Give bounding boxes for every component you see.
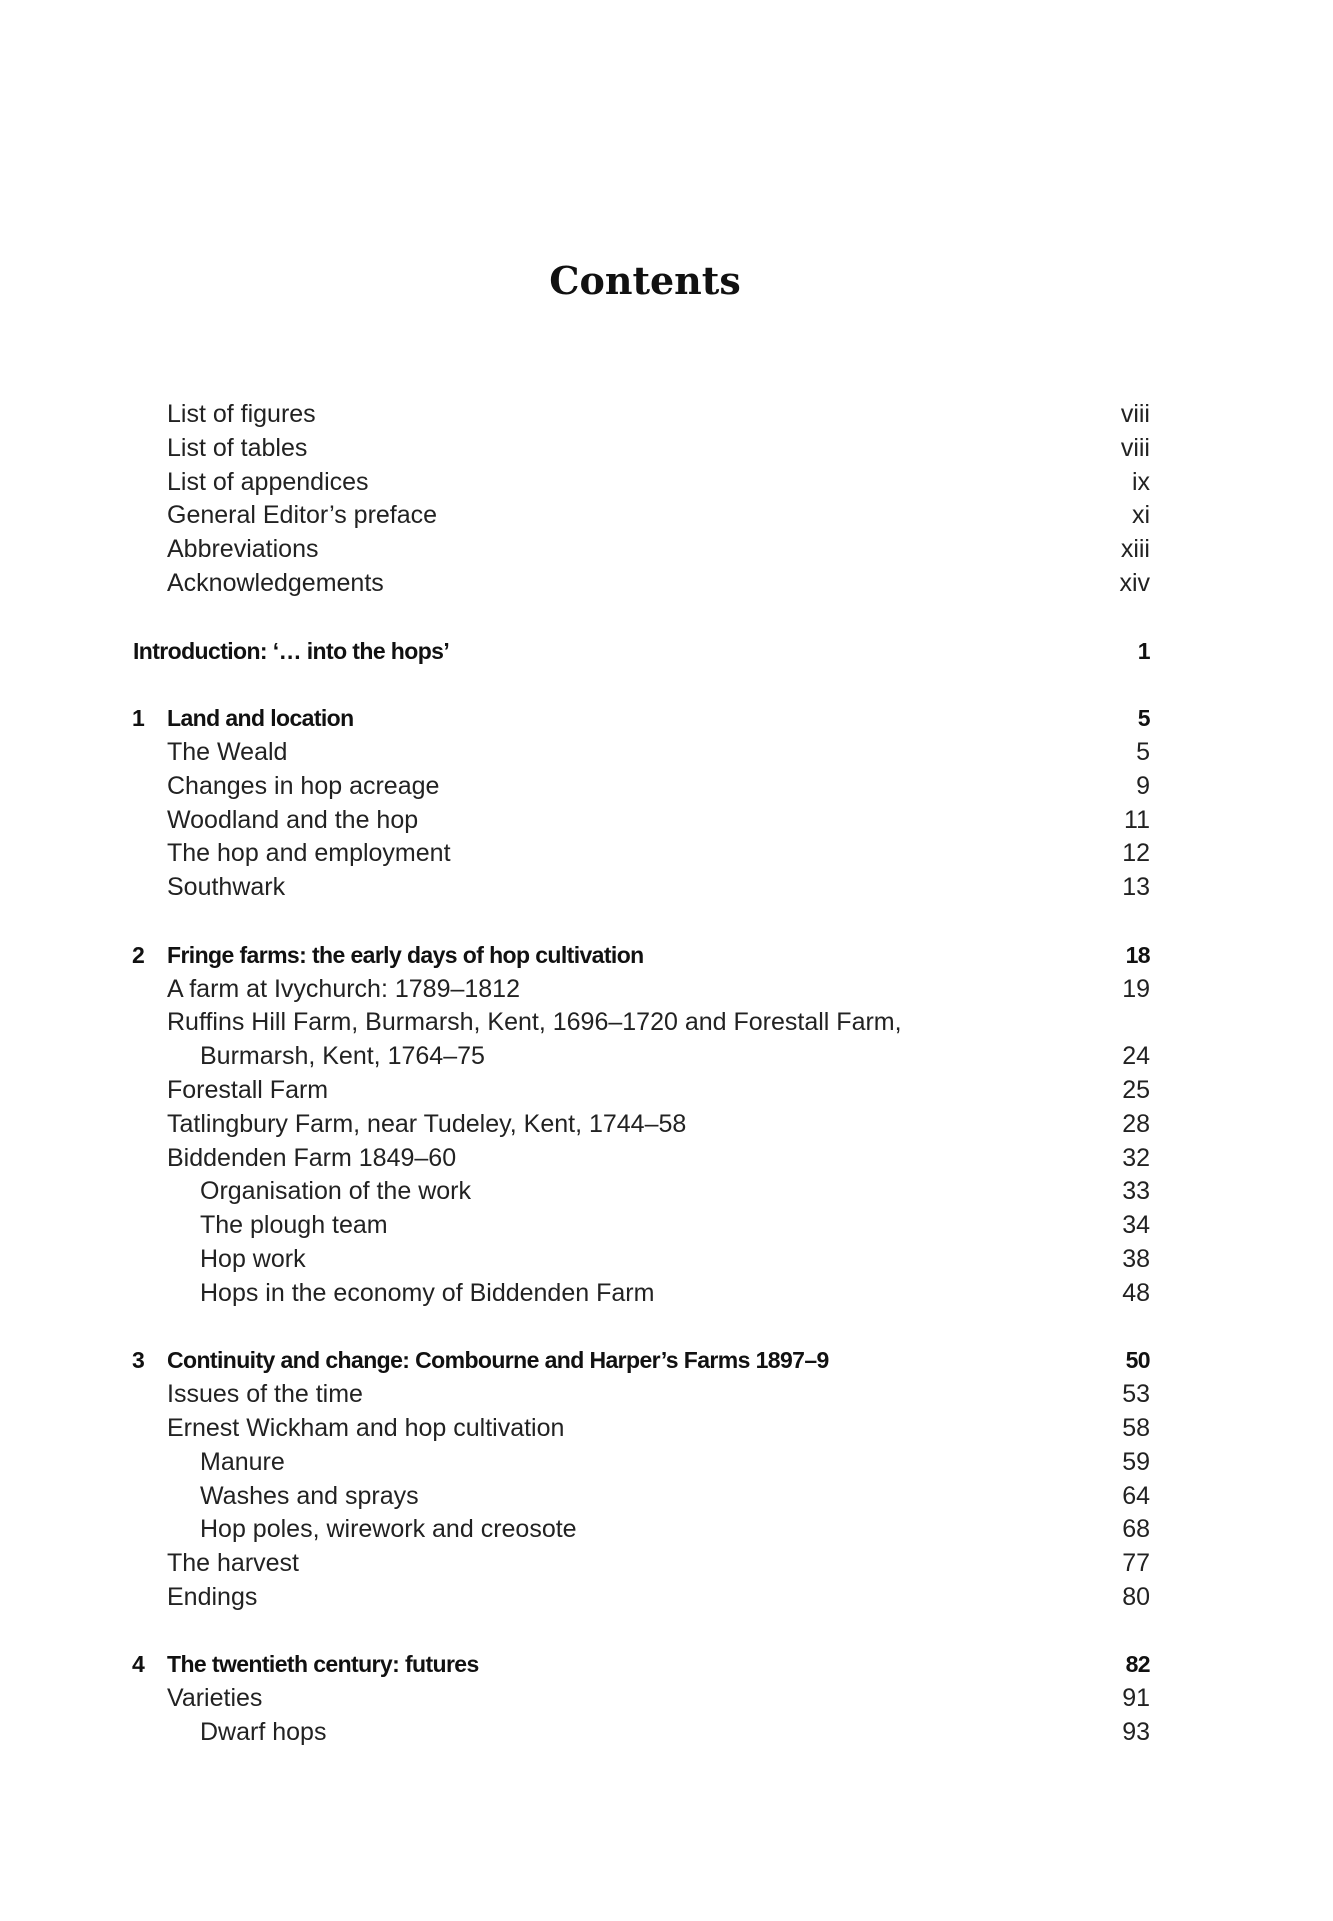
toc-entry-label: Burmarsh, Kent, 1764–75 <box>200 1042 485 1071</box>
toc-entry-page: 28 <box>1122 1109 1150 1138</box>
chapter-number: 1 <box>132 705 145 732</box>
toc-entry-page: 18 <box>1125 941 1150 968</box>
toc-entry-page: 5 <box>1137 705 1150 732</box>
toc-entry-label: The hop and employment <box>167 839 451 868</box>
toc-entry-page: 53 <box>1122 1380 1150 1409</box>
toc-entry-label: Hops in the economy of Biddenden Farm <box>200 1278 655 1307</box>
toc-entry-page: 58 <box>1122 1413 1150 1442</box>
toc-entry-page: 68 <box>1122 1515 1150 1544</box>
toc-entry[interactable] <box>0 1412 1333 1446</box>
toc-entry[interactable] <box>0 1108 1333 1142</box>
toc-entry-label: Woodland and the hop <box>167 805 419 834</box>
chapter-title: Continuity and change: Combourne and Harper’s Farms 1897–9 <box>167 1347 829 1374</box>
toc-entry-label: Tatlingbury Farm, near Tudeley, Kent, 1744–58 <box>167 1109 687 1138</box>
toc-subentry[interactable] <box>0 1716 1333 1750</box>
toc-entry[interactable] <box>0 837 1333 871</box>
toc-entry-page: 48 <box>1122 1278 1150 1307</box>
toc-entry-label: The harvest <box>167 1549 300 1578</box>
toc-entry[interactable] <box>0 398 1333 432</box>
toc-subentry[interactable] <box>0 1277 1333 1311</box>
toc-entry-label: Organisation of the work <box>200 1177 471 1206</box>
toc-entry-page: 38 <box>1122 1244 1150 1273</box>
toc-entry-page: 32 <box>1122 1143 1150 1172</box>
toc-entry[interactable] <box>0 1581 1333 1615</box>
chapter-title: The twentieth century: futures <box>167 1651 479 1678</box>
toc-entry-page: 13 <box>1122 873 1150 902</box>
chapter-number: 3 <box>132 1347 145 1374</box>
toc-entry-label: Hop poles, wirework and creosote <box>200 1515 577 1544</box>
toc-entry-page: 33 <box>1122 1177 1150 1206</box>
toc-entry[interactable] <box>0 871 1333 905</box>
toc-entry-label: Ruffins Hill Farm, Burmarsh, Kent, 1696–1720 and Forestall Farm, <box>167 1008 902 1037</box>
toc-entry-label: A farm at Ivychurch: 1789–1812 <box>167 974 520 1003</box>
page-title: Contents <box>549 258 741 303</box>
chapter-number: 4 <box>132 1651 145 1678</box>
toc-entry-label: Hop work <box>200 1244 306 1273</box>
toc-chapter-1[interactable] <box>0 702 1333 736</box>
toc-entry-page: 19 <box>1122 974 1150 1003</box>
toc-entry-label: List of tables <box>167 433 308 462</box>
toc-entry[interactable] <box>0 770 1333 804</box>
toc-subentry[interactable] <box>0 1513 1333 1547</box>
toc-entry-label: Issues of the time <box>167 1380 363 1409</box>
toc-entry-label: Ernest Wickham and hop cultivation <box>167 1413 565 1442</box>
table-of-contents <box>0 398 1333 1750</box>
toc-entry-label: List of figures <box>167 400 316 428</box>
toc-entry-page: 64 <box>1122 1481 1150 1510</box>
toc-subentry[interactable] <box>0 1209 1333 1243</box>
toc-entry[interactable] <box>0 1006 1333 1040</box>
toc-entry[interactable] <box>0 499 1333 533</box>
toc-subentry[interactable] <box>0 1175 1333 1209</box>
toc-entry-page: 5 <box>1136 737 1150 766</box>
toc-entry-page: 50 <box>1125 1347 1150 1374</box>
toc-entry-page: xi <box>1131 501 1150 530</box>
toc-entry-label: Southwark <box>167 873 286 902</box>
toc-entry-label: Abbreviations <box>167 535 319 564</box>
toc-entry-label: Washes and sprays <box>200 1481 419 1510</box>
toc-entry-page: 9 <box>1136 771 1150 800</box>
toc-entry-label: Introduction: ‘… into the hops’ <box>133 637 450 664</box>
toc-entry-page: 77 <box>1122 1549 1150 1578</box>
toc-entry-page: 1 <box>1137 637 1150 664</box>
toc-entry[interactable] <box>0 1547 1333 1581</box>
toc-entry-label: The plough team <box>200 1211 388 1240</box>
toc-entry[interactable] <box>0 1682 1333 1716</box>
toc-entry-page: 80 <box>1122 1582 1150 1611</box>
toc-entry[interactable] <box>0 533 1333 567</box>
toc-entry[interactable] <box>0 466 1333 500</box>
toc-entry-page: 11 <box>1124 805 1150 834</box>
toc-entry[interactable] <box>0 432 1333 466</box>
toc-entry-label: Acknowledgements <box>167 568 384 597</box>
toc-entry[interactable] <box>0 736 1333 770</box>
toc-entry-label: Changes in hop acreage <box>167 771 440 800</box>
toc-entry-page: 34 <box>1122 1211 1150 1240</box>
toc-entry-continuation[interactable] <box>0 1040 1333 1074</box>
toc-entry[interactable] <box>0 1074 1333 1108</box>
toc-introduction[interactable] <box>0 635 1333 669</box>
toc-entry-page: viii <box>1120 400 1150 428</box>
toc-entry[interactable] <box>0 1378 1333 1412</box>
toc-entry-page: xiii <box>1120 535 1150 564</box>
toc-entry-page: xiv <box>1119 568 1150 597</box>
toc-entry-page: 24 <box>1122 1042 1150 1071</box>
toc-entry-label: The Weald <box>167 737 288 766</box>
toc-entry-page: ix <box>1131 467 1150 496</box>
chapter-number: 2 <box>132 941 145 968</box>
toc-entry[interactable] <box>0 804 1333 838</box>
toc-chapter-2[interactable] <box>0 939 1333 973</box>
toc-entry-page: viii <box>1120 433 1150 462</box>
toc-entry-page: 59 <box>1122 1447 1150 1476</box>
chapter-title: Fringe farms: the early days of hop cultivation <box>167 941 644 968</box>
toc-entry-page: 25 <box>1122 1075 1150 1104</box>
toc-subentry[interactable] <box>0 1480 1333 1514</box>
toc-subentry[interactable] <box>0 1243 1333 1277</box>
toc-entry[interactable] <box>0 1142 1333 1176</box>
toc-chapter-3[interactable] <box>0 1344 1333 1378</box>
toc-entry-page: 91 <box>1122 1684 1150 1713</box>
toc-entry-label: Endings <box>167 1582 258 1611</box>
toc-entry-label: Forestall Farm <box>167 1075 329 1104</box>
toc-entry-page: 12 <box>1122 839 1150 868</box>
toc-entry-label: General Editor’s preface <box>167 501 438 530</box>
toc-entry-label: List of appendices <box>167 467 369 496</box>
toc-entry[interactable] <box>0 567 1333 601</box>
toc-entry-label: Varieties <box>167 1684 263 1713</box>
toc-entry-label: Biddenden Farm 1849–60 <box>167 1143 457 1172</box>
toc-subentry[interactable] <box>0 1446 1333 1480</box>
toc-entry-label: Manure <box>200 1447 285 1476</box>
toc-entry-page: 93 <box>1122 1718 1150 1747</box>
chapter-title: Land and location <box>167 705 354 732</box>
toc-chapter-4[interactable] <box>0 1648 1333 1682</box>
toc-entry[interactable] <box>0 973 1333 1007</box>
toc-entry-page: 82 <box>1125 1651 1150 1678</box>
toc-entry-label: Dwarf hops <box>200 1718 327 1747</box>
